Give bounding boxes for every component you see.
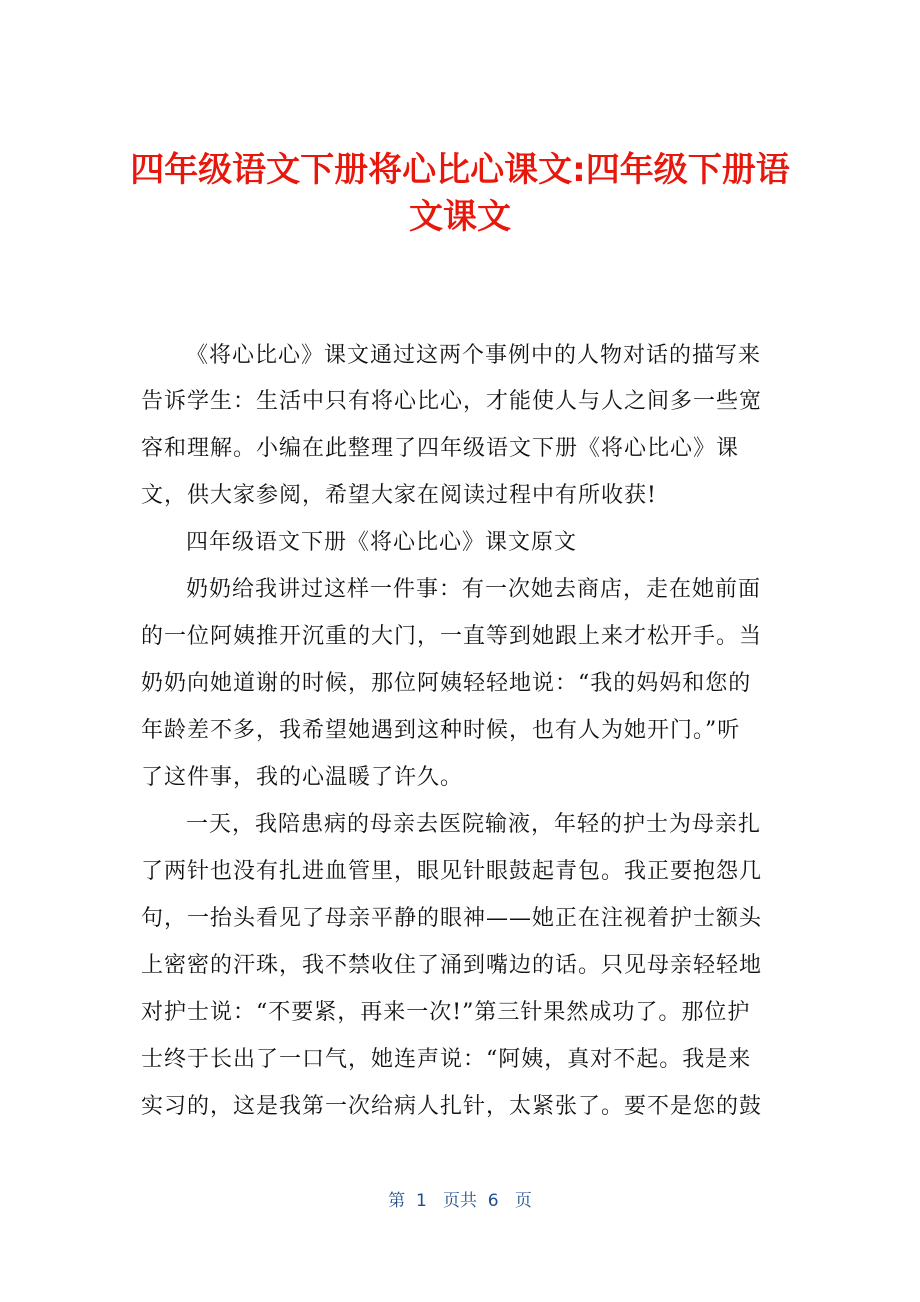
paragraph-line: 了两针也没有扎进血管里，眼见针眼鼓起青包。我正要抱怨几 bbox=[141, 859, 763, 884]
section-heading: 四年级语文下册《将心比心》课文原文 bbox=[186, 530, 578, 555]
paragraph-line: 的一位阿姨推开沉重的大门，一直等到她跟上来才松开手。当 bbox=[141, 624, 763, 649]
paragraph-line: 告诉学生：生活中只有将心比心，才能使人与人之间多一些宽 bbox=[141, 389, 763, 414]
paragraph-line: 实习的，这是我第一次给病人扎针，太紧张了。要不是您的鼓 bbox=[141, 1094, 763, 1119]
paragraph-line: 《将心比心》课文通过这两个事例中的人物对话的描写来 bbox=[186, 343, 762, 368]
paragraph-line: 了这件事，我的心温暖了许久。 bbox=[141, 765, 464, 790]
paragraph-line: 奶奶给我讲过这样一件事：有一次她去商店，走在她前面 bbox=[186, 577, 762, 602]
paragraph-line: 一天，我陪患病的母亲去医院输液，年轻的护士为母亲扎 bbox=[186, 812, 762, 837]
paragraph-line: 奶奶向她道谢的时候，那位阿姨轻轻地说：“我的妈妈和您的 bbox=[141, 671, 752, 696]
paragraph-line: 文，供大家参阅，希望大家在阅读过程中有所收获! bbox=[141, 483, 657, 508]
paragraph-line: 句，一抬头看见了母亲平静的眼神——她正在注视着护士额头 bbox=[141, 906, 763, 931]
document-title-line-2: 文课文 bbox=[409, 197, 511, 237]
paragraph-line: 士终于长出了一口气，她连声说：“阿姨，真对不起。我是来 bbox=[141, 1047, 752, 1072]
paragraph-line: 年龄差不多，我希望她遇到这种时候，也有人为她开门。”听 bbox=[141, 718, 741, 743]
paragraph-line: 对护士说：“不要紧，再来一次!”第三针果然成功了。那位护 bbox=[141, 1000, 751, 1025]
paragraph-line: 容和理解。小编在此整理了四年级语文下册《将心比心》课 bbox=[141, 436, 740, 461]
page-number-footer: 第 1 页共 6 页 bbox=[388, 1191, 532, 1211]
paragraph-line: 上密密的汗珠，我不禁收住了涌到嘴边的话。只见母亲轻轻地 bbox=[141, 953, 763, 978]
document-title-line-1: 四年级语文下册将心比心课文:四年级下册语 bbox=[130, 150, 790, 190]
